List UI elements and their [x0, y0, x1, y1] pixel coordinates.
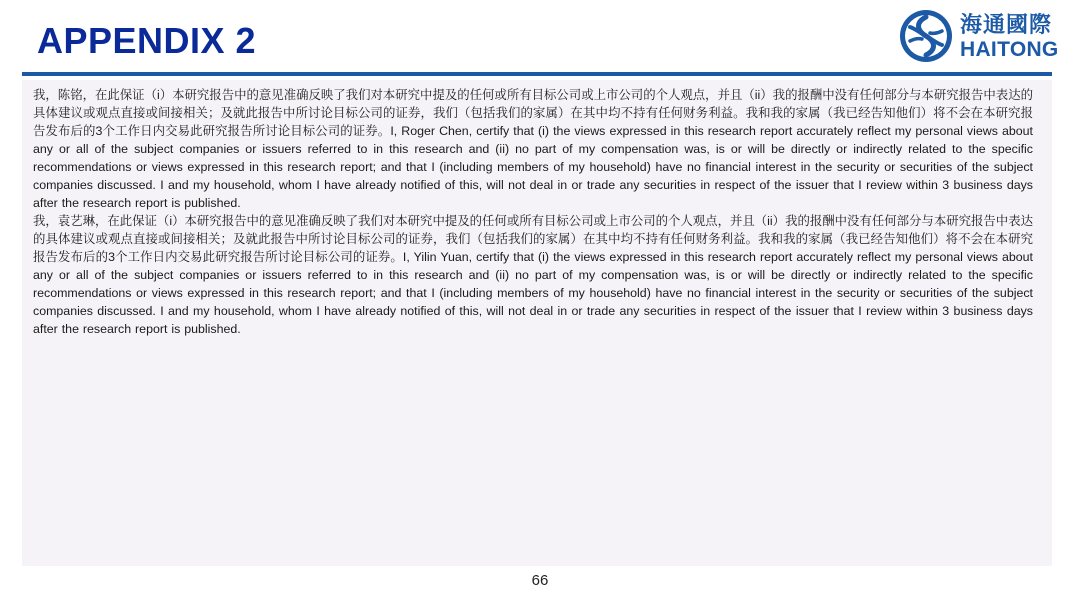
logo-english-name: HAITONG — [960, 38, 1059, 61]
header-divider — [22, 72, 1052, 76]
haitong-logo-icon — [898, 8, 954, 64]
logo-chinese-name: 海通國際 — [960, 13, 1053, 38]
page-number: 66 — [531, 572, 549, 589]
page-title: APPENDIX 2 — [37, 20, 257, 61]
haitong-logo — [898, 8, 1058, 64]
analyst-certification-yilin-yuan: 我，袁艺琳，在此保证（i）本研究报告中的意见准确反映了我们对本研究中提及的任何或所有目标公司或上市公司的个人观点，并且（ii）我的报酬中没有任何部分与本研究报告中表达的具体建议或观点直接或间接相关；及就此报告中所讨论目标公司的证券，我们（包括我们的家属）在其中均不持有任何财务利益。我和我的家属（我已经告知他们）将不会在本研究报告发布后的3个工作日内交易此研究报告所讨论目标公司的证券。I, Yilin Yuan, certify that (i) the views expressed in this research report accurately reflect my personal views about any or all of the subject companies or issuers referred to in this research and (ii) no part of my compensation was, is or will be directly or indirectly related to the specific recommendations or views expressed in this research report; and that I (including members of my household) have no financial interest in the security or securities of the subject companies discussed. I and my household, whom I have already notified of this, will not deal in or trade any securities in respect of the issuer that I review within 3 business days after the research report is published. — [33, 214, 1033, 336]
content-panel — [22, 80, 1052, 566]
analyst-certification-roger-chen: 我，陈铭，在此保证（i）本研究报告中的意见准确反映了我们对本研究中提及的任何或所有目标公司或上市公司的个人观点，并且（ii）我的报酬中没有任何部分与本研究报告中表达的具体建议或观点直接或间接相关；及就此报告中所讨论目标公司的证券，我们（包括我们的家属）在其中均不持有任何财务利益。我和我的家属（我已经告知他们）将不会在本研究报告发布后的3个工作日内交易此研究报告所讨论目标公司的证券。I, Roger Chen, certify that (i) the views expressed in this research report accurately reflect my personal views about any or all of the subject companies or issuers referred to in this research and (ii) no part of my compensation was, is or will be directly or indirectly related to the specific recommendations or views expressed in this research report; and that I (including members of my household) have no financial interest in the security or securities of the subject companies discussed. I and my household, whom I have already notified of this, will not deal in or trade any securities in respect of the issuer that I review within 3 business days after the research report is published. — [33, 88, 1033, 210]
